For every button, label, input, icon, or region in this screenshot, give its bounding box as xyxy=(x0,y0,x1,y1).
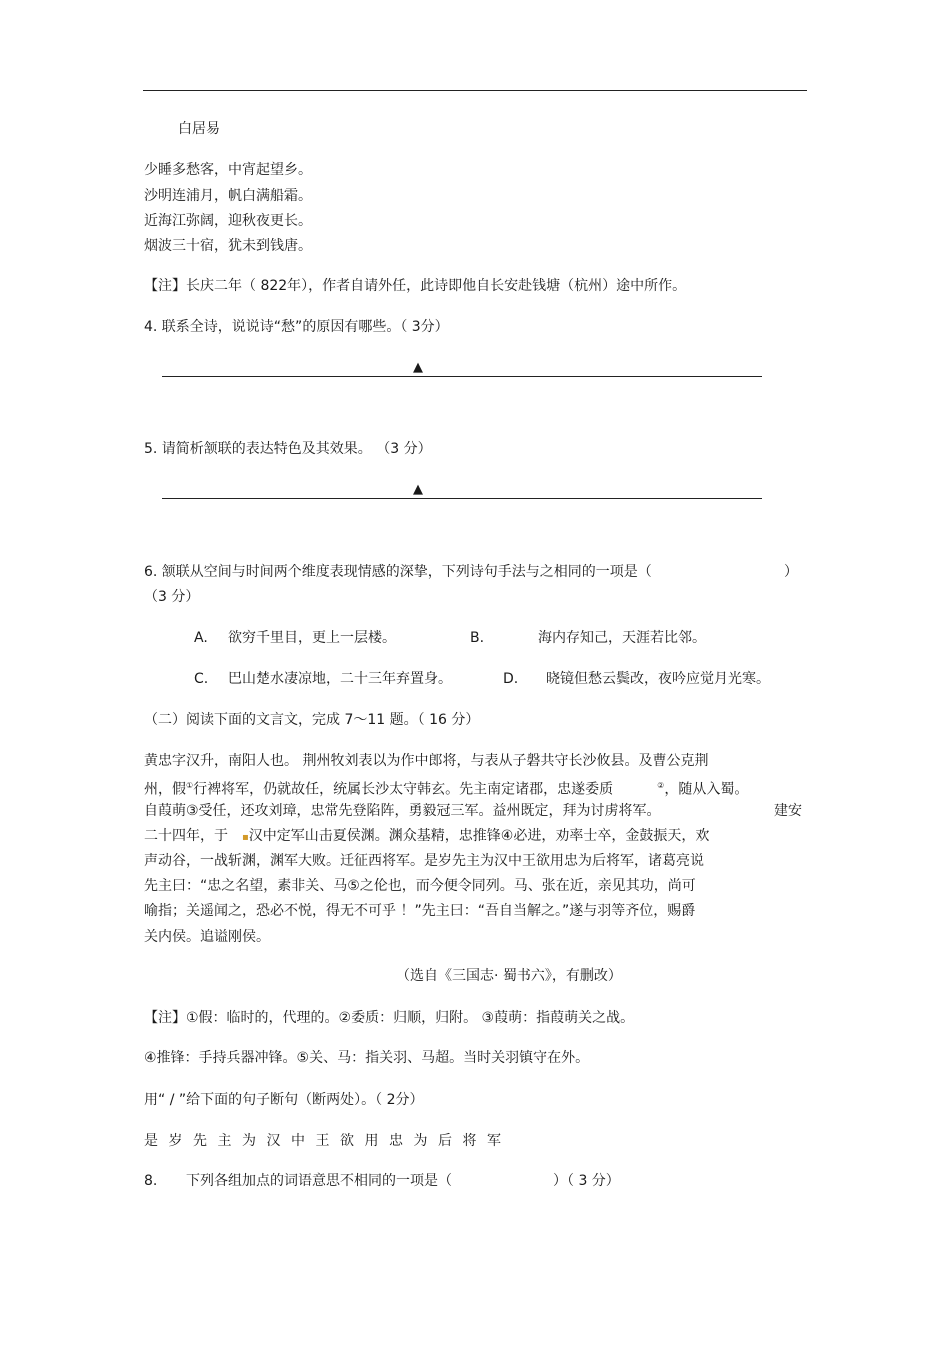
option-a-text[interactable]: 欲穷千里目，更上一层楼。 xyxy=(228,630,396,646)
option-c-label[interactable]: C. xyxy=(194,671,209,687)
passage-text: 二十四年，于 xyxy=(144,828,228,844)
passage-note-1: 【注】①假：临时的，代理的。②委质：归顺，归附。 ③葭萌：指葭萌关之战。 xyxy=(144,1010,635,1026)
question-4: 4. 联系全诗，说说诗“愁”的原因有哪些。（ 3分） xyxy=(144,319,449,335)
passage-text: 行裨将军，仍就故任，统属长沙太守韩玄。先主南定诸郡，忠遂委质 xyxy=(193,781,614,798)
passage-line-3-tail: 建安 xyxy=(774,803,802,819)
poem-line-1: 少睡多愁客，中宵起望乡。 xyxy=(144,162,312,178)
question-7-sentence: 是岁先主为汉中王欲用忠为后将军 xyxy=(144,1133,512,1149)
passage-line-4 xyxy=(144,827,709,847)
answer-marker-triangle-icon: ▲ xyxy=(413,360,423,375)
poem-line-4: 烟波三十宿，犹未到钱唐。 xyxy=(144,238,312,254)
answer-marker-triangle-icon: ▲ xyxy=(413,482,423,497)
poem-author: 白居易 xyxy=(178,121,220,137)
footnote-marker: ② xyxy=(657,781,665,790)
section-2-heading: （二）阅读下面的文言文，完成 7～11 题。（ 16 分） xyxy=(144,712,480,728)
emphasis-dot-icon: ▪ xyxy=(242,832,249,843)
question-8: 下列各组加点的词语意思不相同的一项是（ xyxy=(186,1173,452,1189)
passage-source: （选自《三国志· 蜀书六》，有删改） xyxy=(396,968,622,984)
question-6-paren-close: ） xyxy=(784,564,798,580)
passage-line-1: 黄忠字汉升，南阳人也。 荆州牧刘表以为作中郎将，与表从子磐共守长沙攸县。及曹公克荆 xyxy=(144,753,709,769)
passage-line-6: 先主曰：“忠之名望，素非关、马⑤之伦也，而今便令同列。马、张在近，亲见其功，尚可 xyxy=(144,878,696,894)
question-7: 用“ / ”给下面的句子断句（断两处）。（ 2分） xyxy=(144,1092,424,1108)
option-a-label[interactable]: A. xyxy=(194,630,208,646)
passage-line-2 xyxy=(144,777,748,799)
option-c-text[interactable]: 巴山楚水凄凉地，二十三年弃置身。 xyxy=(228,671,452,687)
option-b-text[interactable]: 海内存知己，天涯若比邻。 xyxy=(538,630,706,646)
header-rule xyxy=(143,90,807,91)
question-6: 6. 颔联从空间与时间两个维度表现情感的深挚，下列诗句手法与之相同的一项是（ xyxy=(144,564,652,580)
option-b-label[interactable]: B. xyxy=(470,630,485,646)
poem-line-2: 沙明连浦月，帆白满船霜。 xyxy=(144,188,312,204)
passage-line-3: 自葭萌③受任，还攻刘璋，忠常先登陷阵，勇毅冠三军。益州既定，拜为讨虏将军。 xyxy=(144,803,661,819)
passage-text: 汉中定军山击夏侯渊。渊众基精，忠推锋④必进，劝率士卒，金鼓振天，欢 xyxy=(248,828,710,844)
question-5: 5. 请简析颔联的表达特色及其效果。 （3 分） xyxy=(144,441,432,457)
footnote-marker: ① xyxy=(186,781,194,790)
question-8-number: 8. xyxy=(144,1173,158,1189)
poem-note: 【注】长庆二年（ 822年），作者自请外任，此诗即他自长安赴钱塘（杭州）途中所作。 xyxy=(144,278,687,294)
passage-line-8: 关内侯。追谥刚侯。 xyxy=(144,929,270,945)
poem-line-3: 近海江弥阔，迎秋夜更长。 xyxy=(144,213,312,229)
passage-text: ，随从入蜀。 xyxy=(664,781,749,798)
passage-note-2: ④推锋：手持兵器冲锋。⑤关、马：指关羽、马超。当时关羽镇守在外。 xyxy=(144,1050,590,1066)
option-d-text[interactable]: 晓镜但愁云鬓改，夜吟应觉月光寒。 xyxy=(546,671,770,687)
passage-line-5: 声动谷，一战斩渊，渊军大败。迁征西将军。是岁先主为汉中王欲用忠为后将军，诸葛亮说 xyxy=(144,853,704,869)
question-6-score: （3 分） xyxy=(144,589,200,605)
passage-text: 州，假 xyxy=(144,781,186,798)
question-8-tail: ）（ 3 分） xyxy=(553,1173,620,1189)
passage-line-7: 喻指；关遥闻之，恐必不悦，得无不可乎 ！”先主曰：“吾自当解之。”遂与羽等齐位，赐爵 xyxy=(144,903,696,919)
answer-line-4[interactable] xyxy=(162,376,762,377)
option-d-label[interactable]: D. xyxy=(503,671,519,687)
answer-line-5[interactable] xyxy=(162,498,762,499)
